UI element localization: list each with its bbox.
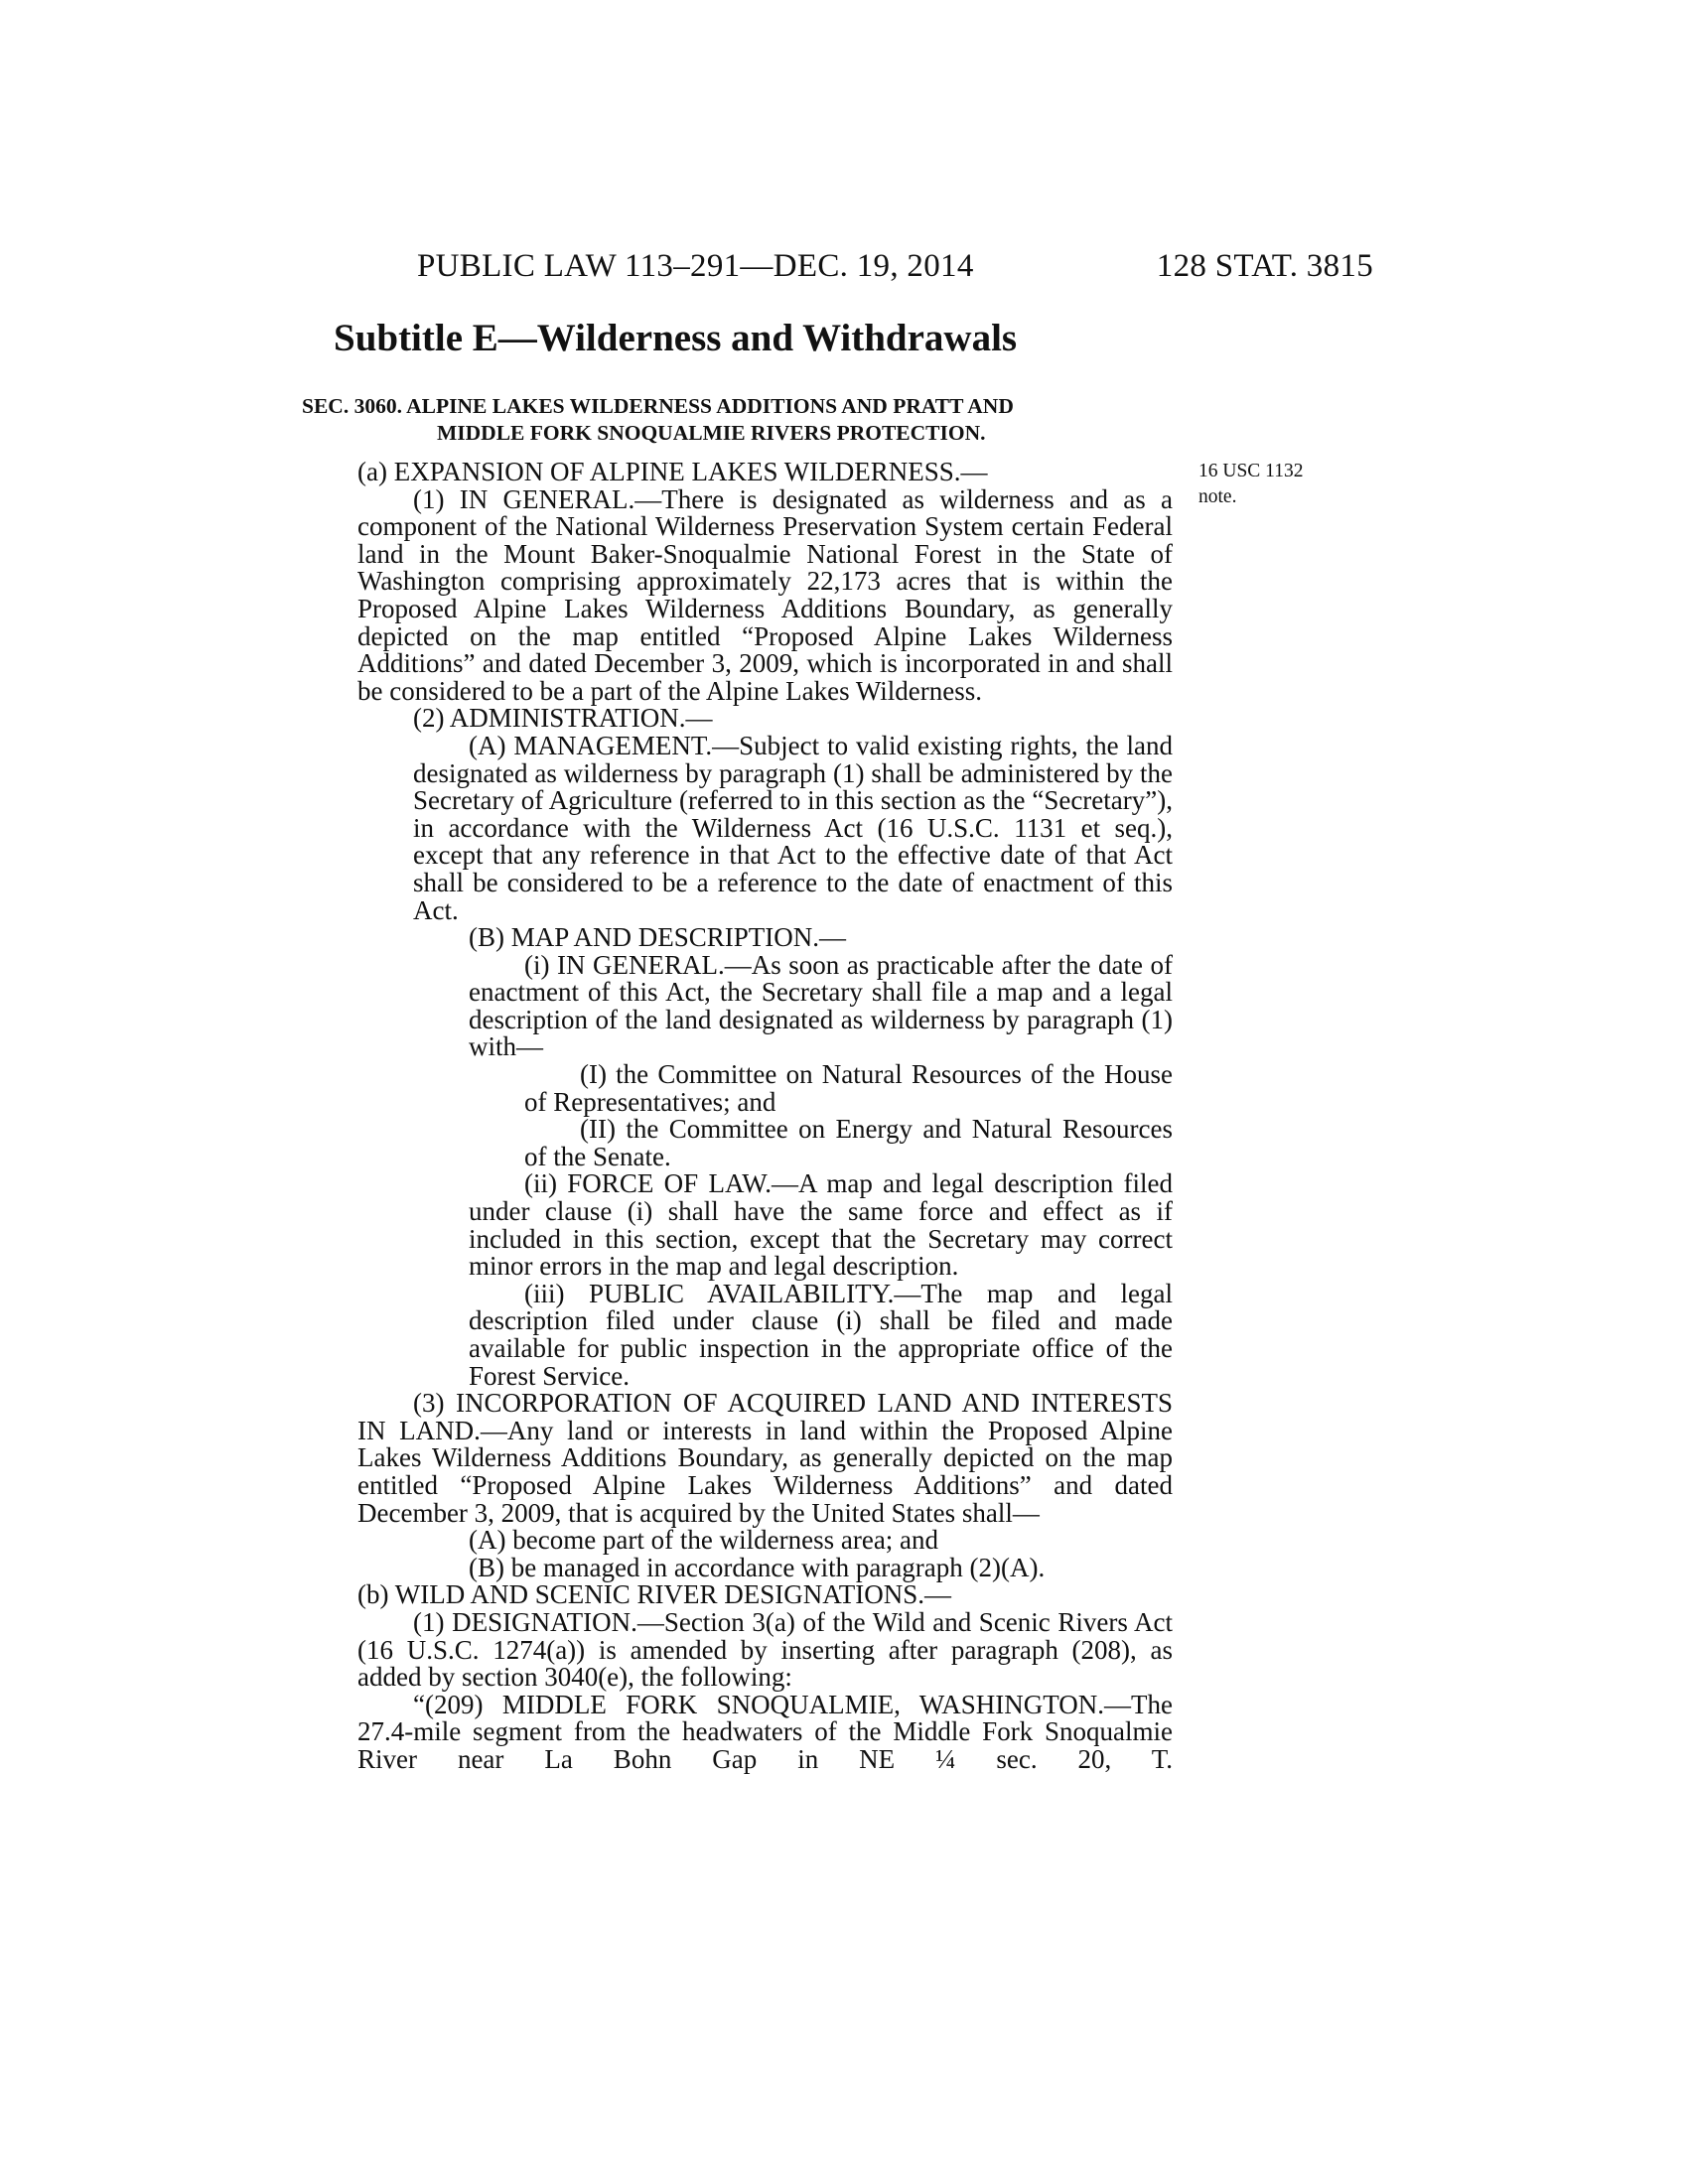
paragraph-a3: (3) INCORPORATION OF ACQUIRED LAND AND INTERESTS IN LAND.—Any land or interests in land within the Proposed Alpine Lakes Wilderness Additions Boundary, as generally depicted on the map entitled “Proposed Alpine Lakes Wilderness Additions” and dated December 3, 2009, that is acquired by the United States shall— bbox=[357, 1388, 1173, 1528]
margin-note-line1: 16 USC 1132 bbox=[1198, 461, 1304, 481]
section-heading-line1: SEC. 3060. ALPINE LAKES WILDERNESS ADDITIONS AND PRATT AND bbox=[302, 394, 1014, 418]
paragraph-a3B: (B) be managed in accordance with paragraph (2)(A). bbox=[469, 1552, 1046, 1582]
paragraph-a2B-heading: (B) MAP AND DESCRIPTION.— bbox=[469, 922, 847, 953]
document-body bbox=[357, 459, 1173, 1774]
paragraph-a2Bii: (ii) FORCE OF LAW.—A map and legal description filed under clause (i) shall have the same force and effect as if included in this section, except that the Secretary may correct minor errors in the map and legal description. bbox=[469, 1168, 1173, 1282]
subsection-b-heading: (b) WILD AND SCENIC RIVER DESIGNATIONS.— bbox=[357, 1579, 951, 1610]
running-header-stat: 128 STAT. 3815 bbox=[1156, 248, 1373, 284]
running-header-law: PUBLIC LAW 113–291—DEC. 19, 2014 bbox=[417, 248, 974, 284]
subtitle-heading: Subtitle E—Wilderness and Withdrawals bbox=[334, 317, 1018, 359]
subsection-a-heading: (a) EXPANSION OF ALPINE LAKES WILDERNESS.— bbox=[357, 457, 988, 486]
paragraph-a2BiII: (II) the Committee on Energy and Natural Resources of the Senate. bbox=[524, 1114, 1173, 1171]
margin-citation-note bbox=[1198, 459, 1303, 510]
paragraph-b1: (1) DESIGNATION.—Section 3(a) of the Wild and Scenic Rivers Act (16 U.S.C. 1274(a)) is amended by inserting after paragraph (208), as added by section 3040(e), the following: bbox=[357, 1606, 1173, 1693]
section-heading bbox=[302, 393, 1176, 447]
paragraph-a2A: (A) MANAGEMENT.—Subject to valid existing rights, the land designated as wilderness by paragraph (1) shall be administered by the Secretary of Agriculture (referred to in this section as the “Secretary”), in accordance with the Wilderness Act (16 U.S.C. 1131 et seq.), except that any reference in that Act to the effective date of that Act shall be considered to be a reference to the date of enactment of this Act. bbox=[413, 730, 1173, 925]
paragraph-a1: (1) IN GENERAL.—There is designated as wilderness and as a component of the National Wilderness Preservation System certain Federal land in the Mount Baker-Snoqualmie National Forest in the State of Washington comprising approximately 22,173 acres that is within the Proposed Alpine Lakes Wilderness Additions Boundary, as generally depicted on the map entitled “Proposed Alpine Lakes Wilderness Additions” and dated December 3, 2009, which is incorporated in and shall be considered to be a part of the Alpine Lakes Wilderness. bbox=[357, 483, 1173, 706]
paragraph-b1-quoted-text: “(209) MIDDLE FORK SNOQUALMIE, WASHINGTON.—The 27.4-mile segment from the headwaters of the Middle Fork Snoqualmie River near La Bohn Gap in NE ¼ sec. 20, T. bbox=[357, 1689, 1173, 1774]
section-heading-line2: MIDDLE FORK SNOQUALMIE RIVERS PROTECTION. bbox=[437, 421, 986, 445]
paragraph-a2-heading: (2) ADMINISTRATION.— bbox=[413, 703, 713, 734]
paragraph-a2Bi: (i) IN GENERAL.—As soon as practicable after the date of enactment of this Act, the Secretary shall file a map and a legal description of the land designated as wilderness by paragraph (1) with— bbox=[469, 949, 1173, 1062]
margin-note-line2: note. bbox=[1198, 486, 1237, 507]
paragraph-a2Biii: (iii) PUBLIC AVAILABILITY.—The map and legal description filed under clause (i) shall be filed and made available for public inspection in the appropriate office of the Forest Service. bbox=[469, 1278, 1173, 1391]
paragraph-a3A: (A) become part of the wilderness area; and bbox=[469, 1525, 939, 1556]
paragraph-a2BiI: (I) the Committee on Natural Resources of the House of Representatives; and bbox=[524, 1059, 1173, 1117]
